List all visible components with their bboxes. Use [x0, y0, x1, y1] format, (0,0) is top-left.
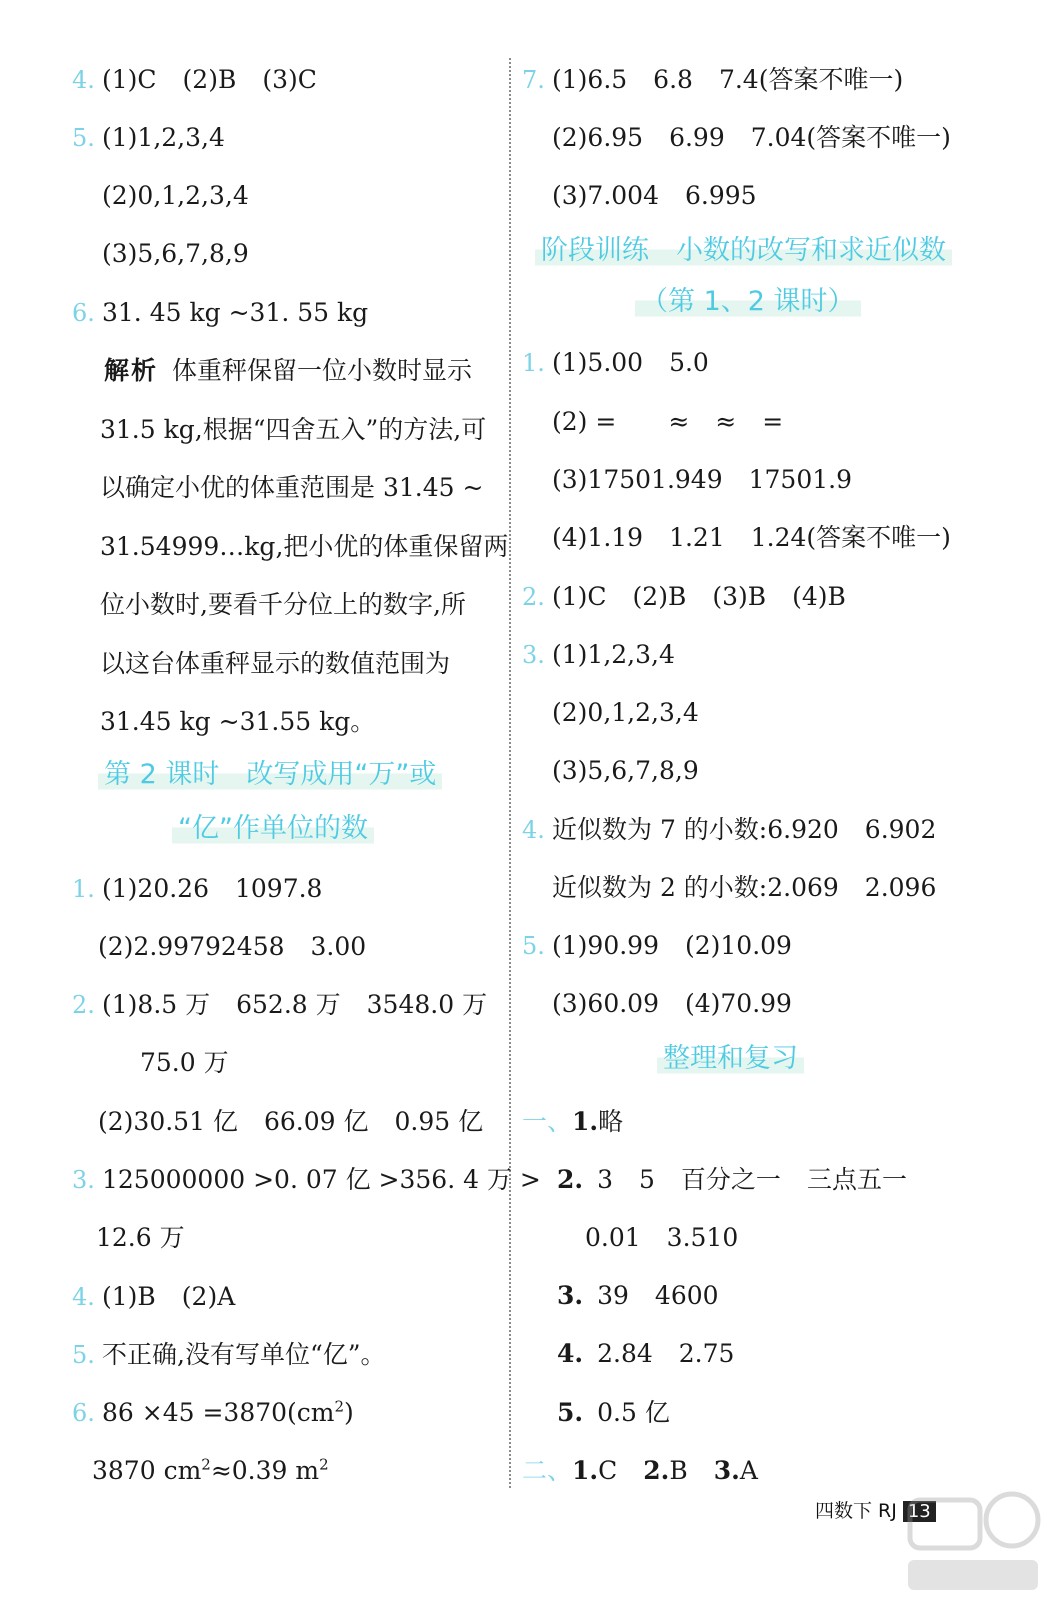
- lesson2-answer-5: 5. 不正确,没有写单位“亿”。: [72, 1340, 386, 1369]
- review-part1-item-5: 5. 0.5 亿: [557, 1398, 670, 1427]
- analysis-line-5: 位小数时,要看千分位上的数字,所: [100, 590, 466, 619]
- section-heading-stage-training-cont: （第 1、2 课时）: [635, 285, 861, 319]
- book-label: 四数下 RJ: [815, 1500, 897, 1522]
- stage-answer-4-line-1: 4. 近似数为 7 的小数:6.920 6.902: [522, 815, 937, 844]
- review-part1-item-2: 2. 3 5 百分之一 三点五一: [557, 1165, 907, 1194]
- section-heading-review: 整理和复习: [657, 1042, 804, 1076]
- lesson2-answer-1-line-1: 1. (1)20.26 1097.8: [72, 874, 323, 903]
- analysis-line-3: 以确定小优的体重范围是 31.45 ~: [100, 473, 484, 502]
- analysis-line-6: 以这台体重秤显示的数值范围为: [100, 649, 451, 678]
- lesson2-answer-6-line-1: 6. $86 \times 45 =3870(cm^2)$: [72, 1397, 354, 1427]
- section-heading-lesson-2: 第 2 课时 改写成用“万”或: [98, 758, 442, 792]
- stage-answer-4-line-2: 近似数为 2 的小数:2.069 2.096: [552, 873, 937, 902]
- analysis-line-7: 31.45 kg ~31.55 kg。: [100, 707, 376, 736]
- review-part2: 二、1.C 2.B 3.A: [522, 1456, 758, 1485]
- stage-answer-5-line-2: (3)60.09 (4)70.99: [552, 989, 792, 1018]
- lesson2-answer-1-line-2: (2)2.99792458 3.00: [98, 932, 367, 961]
- stage-answer-1-line-4: (4)1.19 1.21 1.24(答案不唯一): [552, 523, 951, 552]
- lesson2-answer-3-line-2: 12.6 万: [96, 1223, 185, 1252]
- section-heading-lesson-2-cont: “亿”作单位的数: [172, 812, 374, 846]
- stage-answer-3-line-3: (3)5,6,7,8,9: [552, 756, 699, 785]
- answer-6: 6. 31. 45 kg ~31. 55 kg: [72, 298, 369, 327]
- stage-answer-3-line-1: 3. (1)1,2,3,4: [522, 640, 675, 669]
- stage-answer-5-line-1: 5. (1)90.99 (2)10.09: [522, 931, 792, 960]
- column-divider: [509, 58, 511, 1488]
- stage-answer-2: 2. (1)C (2)B (3)B (4)B: [522, 582, 846, 611]
- lesson2-answer-2-line-3: (2)30.51 亿 66.09 亿 0.95 亿: [98, 1107, 484, 1136]
- section-heading-stage-training: 阶段训练 小数的改写和求近似数: [535, 234, 952, 268]
- analysis-line-1: 解析 体重秤保留一位小数时显示: [104, 356, 473, 385]
- page-number: 13: [903, 1501, 936, 1522]
- answer-5-line-2: (2)0,1,2,3,4: [102, 181, 249, 210]
- watermark-logo-icon: [900, 1488, 1045, 1596]
- answer-5-line-1: 5. (1)1,2,3,4: [72, 123, 225, 152]
- review-part1-item-1: 一、1.略: [522, 1107, 624, 1136]
- analysis-line-4: 31.54999…kg,把小优的体重保留两: [100, 532, 509, 561]
- answer-5-line-3: (3)5,6,7,8,9: [102, 239, 249, 268]
- stage-answer-3-line-2: (2)0,1,2,3,4: [552, 698, 699, 727]
- stage-answer-1-line-1: 1. (1)5.00 5.0: [522, 348, 709, 377]
- lesson2-answer-6-line-2: 3870 $cm^2\approx 0.39$ $m^2$: [92, 1455, 329, 1485]
- lesson2-answer-4: 4. (1)B (2)A: [72, 1282, 236, 1311]
- answer-4: 4. (1)C (2)B (3)C: [72, 65, 317, 94]
- stage-answer-1-line-2: (2) = ≈ ≈ =: [552, 407, 784, 436]
- answer-7-line-2: (2)6.95 6.99 7.04(答案不唯一): [552, 123, 951, 152]
- answer-7-line-1: 7. (1)6.5 6.8 7.4(答案不唯一): [522, 65, 904, 94]
- lesson2-answer-2-line-2: 75.0 万: [140, 1048, 229, 1077]
- analysis-line-2: 31.5 kg,根据“四舍五入”的方法,可: [100, 415, 487, 444]
- lesson2-answer-3-line-1: 3. 125000000 >0. 07 亿 >356. 4 万 >: [72, 1165, 541, 1194]
- answer-7-line-3: (3)7.004 6.995: [552, 181, 757, 210]
- analysis-label: 解析: [104, 356, 159, 385]
- stage-answer-1-line-3: (3)17501.949 17501.9: [552, 465, 852, 494]
- review-part1-item-3: 3. 39 4600: [557, 1281, 719, 1310]
- lesson2-answer-2-line-1: 2. (1)8.5 万 652.8 万 3548.0 万: [72, 990, 488, 1019]
- review-part1-item-4: 4. 2.84 2.75: [557, 1339, 735, 1368]
- review-part1-item-2-cont: 0.01 3.510: [585, 1223, 739, 1252]
